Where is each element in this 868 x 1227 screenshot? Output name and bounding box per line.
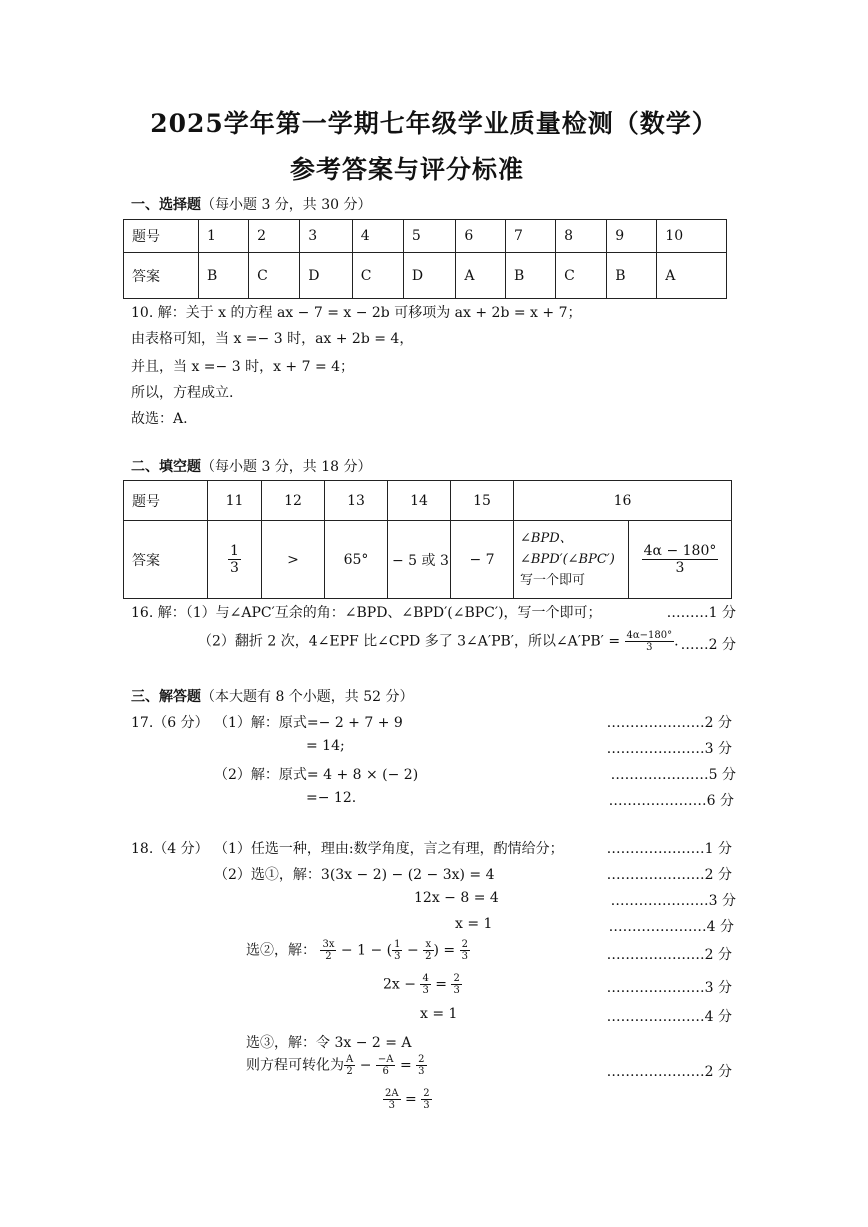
table-cell: 4 (352, 220, 403, 253)
table-cell: 65° (325, 521, 388, 599)
fraction: $\frac{4\alpha-180^\circ}{3}$ (626, 630, 673, 653)
solution-line (383, 1088, 432, 1111)
table-cell: 答案 (124, 253, 199, 299)
score-label: …………………3 分 (606, 980, 732, 996)
score-label: …………………4 分 (606, 1009, 732, 1025)
solution-line: 选③，解：令 3x − 2 = A (246, 1035, 412, 1051)
table-cell: B (607, 253, 657, 299)
table-cell: − 7 (451, 521, 514, 599)
solution-text: − (359, 1057, 372, 1074)
table-cell: 2 (249, 220, 300, 253)
table-cell: A (456, 253, 506, 299)
solution-line: x = 1 (420, 1006, 458, 1022)
explain-line (198, 630, 679, 653)
answer-14: − 5 或 3 (392, 552, 449, 569)
table-cell: 6 (456, 220, 506, 253)
solution-line: （2）解：原式= 4 + 8 × (− 2) (214, 767, 419, 783)
score-label: …………………3 分 (606, 741, 732, 757)
fraction: $\frac{3x}{2}$ (322, 939, 335, 962)
table-cell: D (403, 253, 456, 299)
table-cell: 题号 (124, 220, 199, 253)
score-label: …………………2 分 (606, 715, 732, 731)
solution-text: = (405, 1091, 417, 1108)
table-cell: 3 (300, 220, 353, 253)
solution-line (246, 1054, 427, 1077)
solution-text: 选②，解： (246, 942, 316, 959)
explain-line: 10. 解：关于 x 的方程 ax − 7 = x − 2b 可移项为 ax + 2b = x + 7； (131, 305, 582, 321)
table-cell: C (352, 253, 403, 299)
explain-line: 由表格可知，当 x =− 3 时，ax + 2b = 4， (131, 331, 414, 347)
page-title: 2025学年第一学期七年级学业质量检测（数学） (150, 109, 718, 138)
question-label: 18.（4 分） (131, 841, 209, 857)
answer-line: ∠BPD、 (520, 531, 573, 546)
table-cell: 10 (657, 220, 727, 253)
solution-text: 则方程可转化为 (246, 1057, 344, 1074)
table-row (124, 220, 727, 253)
table-cell: 答案 (124, 521, 208, 599)
table-row (124, 253, 727, 299)
table-cell: A (657, 253, 727, 299)
fraction: $\frac{2}{3}$ (423, 1088, 430, 1111)
fraction: $\frac{4}{3}$ (422, 973, 429, 996)
table-cell: 13 (325, 481, 388, 521)
choice-answer-table (123, 219, 727, 299)
section1-heading (131, 194, 372, 214)
solution-text: 2x − (383, 976, 416, 993)
section2-heading (131, 456, 372, 476)
section3-note: （本大题有 8 个小题，共 52 分） (201, 689, 414, 705)
table-cell: > (262, 521, 325, 599)
solution-line: x = 1 (455, 916, 493, 932)
section2-note: （每小题 3 分，共 18 分） (201, 459, 372, 475)
solution-text: = (435, 976, 447, 993)
answer-line: 写一个即可 (520, 573, 586, 588)
table-cell (514, 521, 629, 599)
table-cell: 8 (556, 220, 607, 253)
score-label: …………………1 分 (606, 841, 732, 857)
solution-text: ) = (433, 942, 456, 959)
table-cell: 1 (199, 220, 249, 253)
fraction: $\frac{1}{3}$ (394, 939, 401, 962)
score-label: …………………5 分 (610, 767, 736, 783)
section1-note: （每小题 3 分，共 30 分） (201, 197, 372, 213)
score-label: …………………2 分 (606, 1064, 732, 1080)
table-cell: 14 (388, 481, 451, 521)
solution-line: 12x − 8 = 4 (414, 890, 499, 906)
fraction: $\frac{-A}{6}$ (377, 1054, 394, 1077)
table-row (124, 521, 732, 599)
fill-answer-table (123, 480, 732, 599)
solution-line: （1）任选一种，理由:数学角度，言之有理，酌情给分； (214, 841, 564, 857)
section1-title: 一、选择题 (131, 197, 201, 213)
table-cell: B (506, 253, 556, 299)
fraction: $\frac{4\alpha - 180^\circ}{3}$ (643, 543, 717, 576)
table-cell: C (556, 253, 607, 299)
score-label: …………………6 分 (608, 793, 734, 809)
answer-line: ∠BPD′(∠BPC′) (520, 552, 615, 567)
fraction: $\frac{2}{3}$ (453, 973, 460, 996)
section3-heading (131, 686, 414, 706)
question-label: 17.（6 分） (131, 715, 209, 731)
solution-text: = (399, 1057, 412, 1074)
solution-line (246, 939, 470, 962)
table-cell (388, 521, 451, 599)
explain-text: . (674, 633, 679, 650)
table-cell: 16 (514, 481, 732, 521)
explain-text: （2）翻折 2 次，4∠EPF 比∠CPD 多了 3∠A′PB′，所以∠A′PB′ = (198, 633, 621, 650)
score-label: …………………2 分 (606, 947, 732, 963)
score-label: …………………4 分 (608, 919, 734, 935)
explain-line: 故选：A. (131, 411, 188, 427)
table-row (124, 481, 732, 521)
table-cell (208, 521, 262, 599)
table-cell: 15 (451, 481, 514, 521)
fraction: $\frac{A}{2}$ (346, 1054, 354, 1077)
score-label: ………1 分 (666, 605, 736, 621)
table-cell (629, 521, 732, 599)
solution-line (383, 973, 462, 996)
solution-text: − (406, 942, 419, 959)
solution-line: （2）选①，解：3(3x − 2) − (2 − 3x) = 4 (214, 867, 495, 883)
section2-title: 二、填空题 (131, 459, 201, 475)
table-cell: 9 (607, 220, 657, 253)
fraction: $\frac{1}{3}$ (230, 543, 239, 576)
page-subtitle: 参考答案与评分标准 (290, 155, 525, 184)
table-cell: B (199, 253, 249, 299)
fraction: $\frac{x}{2}$ (425, 939, 432, 962)
table-cell: 11 (208, 481, 262, 521)
explain-line: 16. 解：（1）与∠APC′互余的角：∠BPD、∠BPD′(∠BPC′)，写一个即可； (131, 605, 602, 621)
table-cell: C (249, 253, 300, 299)
solution-line: = 14; (306, 738, 345, 754)
table-cell: 题号 (124, 481, 208, 521)
solution-text: − 1 − ( (340, 942, 393, 959)
table-cell: 5 (403, 220, 456, 253)
explain-line: 并且，当 x =− 3 时，x + 7 = 4； (131, 359, 355, 375)
table-cell: 12 (262, 481, 325, 521)
solution-line: =− 12. (306, 790, 357, 806)
table-cell: D (300, 253, 353, 299)
section3-title: 三、解答题 (131, 689, 201, 705)
score-label: …………………3 分 (610, 893, 736, 909)
fraction: $\frac{2}{3}$ (461, 939, 468, 962)
score-label: ……2 分 (680, 637, 736, 653)
score-label: …………………2 分 (606, 867, 732, 883)
solution-line: （1）解：原式=− 2 + 7 + 9 (214, 715, 403, 731)
table-cell: 7 (506, 220, 556, 253)
fraction: $\frac{2A}{3}$ (385, 1088, 399, 1111)
fraction: $\frac{2}{3}$ (418, 1054, 425, 1077)
explain-line: 所以，方程成立. (131, 385, 234, 401)
